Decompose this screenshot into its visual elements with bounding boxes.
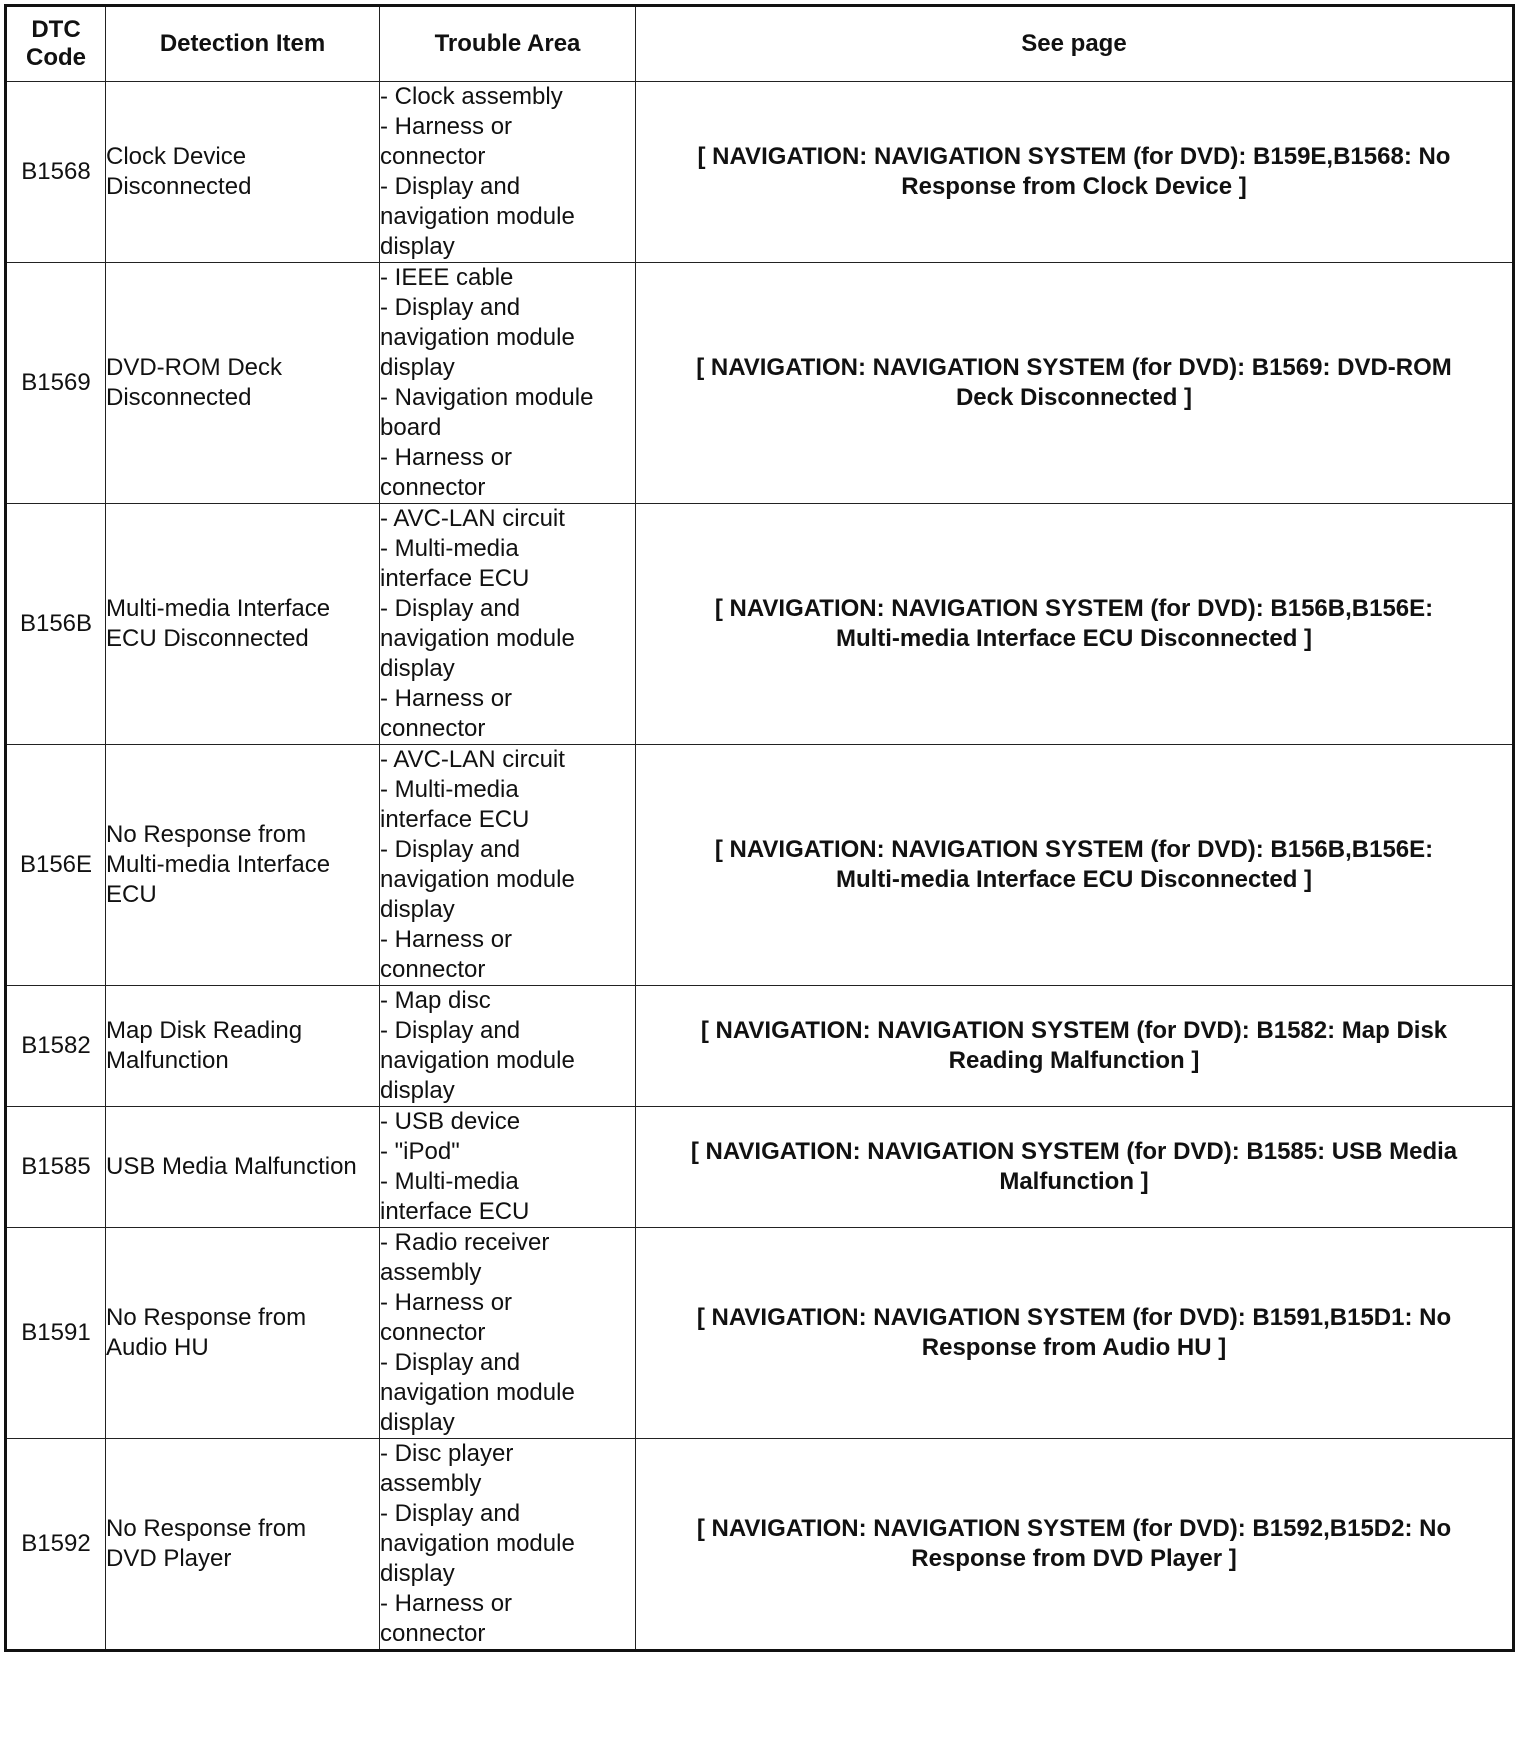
detection-item-cell: [106, 263, 380, 504]
dtc-code-cell: B1568: [6, 82, 106, 263]
detection-item-line: Disconnected: [106, 173, 252, 200]
trouble-area-line: - Harness or: [380, 1590, 513, 1617]
trouble-area-cell: [380, 1228, 636, 1439]
table-row: [6, 504, 1514, 745]
see-page-cell: [636, 986, 1514, 1107]
trouble-area-line: display: [380, 1409, 455, 1436]
trouble-area-line: - Display and: [380, 173, 521, 200]
see-page-cell: [636, 263, 1514, 504]
see-page-link-line[interactable]: Deck Disconnected ]: [955, 384, 1193, 411]
see-page-cell: [636, 745, 1514, 986]
detection-item-line: ECU Disconnected: [106, 625, 309, 652]
trouble-area-line: - Harness or: [380, 444, 513, 471]
dtc-code-cell: B1585: [6, 1107, 106, 1228]
detection-item-cell: [106, 82, 380, 263]
detection-item-line: Multi-media Interface: [106, 595, 331, 622]
see-page-link-line[interactable]: [ NAVIGATION: NAVIGATION SYSTEM (for DVD): B1582: Map Disk: [700, 1017, 1448, 1044]
table-row: [6, 986, 1514, 1107]
see-page-link-line[interactable]: Response from DVD Player ]: [911, 1545, 1237, 1572]
trouble-area-line: connector: [380, 1620, 486, 1647]
trouble-area-line: - Harness or: [380, 685, 513, 712]
detection-item-line: Malfunction: [106, 1047, 229, 1074]
trouble-area-line: navigation module: [380, 1379, 575, 1406]
trouble-area-line: - Clock assembly: [380, 83, 563, 110]
trouble-area-line: connector: [380, 715, 486, 742]
trouble-area-line: - Radio receiver: [380, 1229, 550, 1256]
trouble-area-line: navigation module: [380, 866, 575, 893]
table-row: [6, 1228, 1514, 1439]
trouble-area-line: connector: [380, 143, 486, 170]
dtc-code-cell: B1592: [6, 1439, 106, 1651]
header-see-page: See page: [636, 6, 1514, 82]
detection-item-line: Multi-media Interface: [106, 851, 331, 878]
trouble-area-line: connector: [380, 474, 486, 501]
header-trouble-area: Trouble Area: [380, 6, 636, 82]
trouble-area-line: - "iPod": [380, 1138, 460, 1165]
trouble-area-line: display: [380, 354, 455, 381]
trouble-area-line: navigation module: [380, 324, 575, 351]
detection-item-line: USB Media Malfunction: [106, 1153, 357, 1180]
trouble-area-line: assembly: [380, 1470, 482, 1497]
trouble-area-line: display: [380, 1560, 455, 1587]
trouble-area-line: - AVC-LAN circuit: [380, 505, 565, 532]
dtc-table: [4, 4, 1515, 1652]
see-page-link-line[interactable]: [ NAVIGATION: NAVIGATION SYSTEM (for DVD): B156B,B156E:: [714, 836, 1434, 863]
detection-item-cell: [106, 504, 380, 745]
detection-item-cell: [106, 1228, 380, 1439]
see-page-link-line[interactable]: [ NAVIGATION: NAVIGATION SYSTEM (for DVD): B1591,B15D1: No: [696, 1304, 1452, 1331]
dtc-table-container: [4, 4, 1512, 1652]
table-body: [6, 82, 1514, 1651]
see-page-cell: [636, 1107, 1514, 1228]
see-page-link-line[interactable]: Response from Audio HU ]: [921, 1334, 1227, 1361]
dtc-code-cell: B1582: [6, 986, 106, 1107]
see-page-link-line[interactable]: [ NAVIGATION: NAVIGATION SYSTEM (for DVD): B156B,B156E:: [714, 595, 1434, 622]
trouble-area-line: - Multi-media: [380, 776, 519, 803]
see-page-cell: [636, 504, 1514, 745]
trouble-area-line: interface ECU: [380, 565, 530, 592]
see-page-link-line[interactable]: Multi-media Interface ECU Disconnected ]: [835, 625, 1313, 652]
trouble-area-line: navigation module: [380, 203, 575, 230]
trouble-area-line: navigation module: [380, 625, 575, 652]
header-detection-item: Detection Item: [106, 6, 380, 82]
trouble-area-cell: [380, 1439, 636, 1651]
trouble-area-line: - Multi-media: [380, 535, 519, 562]
detection-item-line: ECU: [106, 881, 157, 908]
trouble-area-line: - Harness or: [380, 926, 513, 953]
trouble-area-line: - Disc player: [380, 1440, 514, 1467]
trouble-area-line: interface ECU: [380, 806, 530, 833]
trouble-area-line: - IEEE cable: [380, 264, 514, 291]
detection-item-line: DVD Player: [106, 1545, 232, 1572]
detection-item-line: Clock Device: [106, 143, 247, 170]
see-page-cell: [636, 1228, 1514, 1439]
trouble-area-cell: [380, 986, 636, 1107]
see-page-link-line[interactable]: [ NAVIGATION: NAVIGATION SYSTEM (for DVD): B159E,B1568: No: [697, 143, 1451, 170]
dtc-code-cell: B1569: [6, 263, 106, 504]
detection-item-cell: [106, 745, 380, 986]
trouble-area-line: connector: [380, 956, 486, 983]
trouble-area-cell: [380, 82, 636, 263]
table-row: [6, 1107, 1514, 1228]
detection-item-line: DVD-ROM Deck: [106, 354, 283, 381]
detection-item-line: Audio HU: [106, 1334, 209, 1361]
trouble-area-line: - Harness or: [380, 113, 513, 140]
dtc-code-cell: B156E: [6, 745, 106, 986]
detection-item-line: Disconnected: [106, 384, 252, 411]
trouble-area-line: navigation module: [380, 1530, 575, 1557]
see-page-link-line[interactable]: Malfunction ]: [999, 1168, 1149, 1195]
dtc-code-cell: B156B: [6, 504, 106, 745]
see-page-link-line[interactable]: Reading Malfunction ]: [948, 1047, 1200, 1074]
detection-item-cell: [106, 1107, 380, 1228]
trouble-area-line: - Harness or: [380, 1289, 513, 1316]
trouble-area-line: - Display and: [380, 1349, 521, 1376]
table-row: [6, 1439, 1514, 1651]
trouble-area-line: - Multi-media: [380, 1168, 519, 1195]
see-page-link-line[interactable]: Response from Clock Device ]: [901, 173, 1247, 200]
trouble-area-cell: [380, 1107, 636, 1228]
detection-item-line: No Response from: [106, 821, 307, 848]
dtc-code-cell: B1591: [6, 1228, 106, 1439]
trouble-area-line: assembly: [380, 1259, 482, 1286]
trouble-area-cell: [380, 745, 636, 986]
trouble-area-line: - Display and: [380, 1500, 521, 1527]
see-page-cell: [636, 1439, 1514, 1651]
trouble-area-line: interface ECU: [380, 1198, 530, 1225]
header-dtc-code: DTC Code: [6, 6, 106, 82]
table-row: [6, 745, 1514, 986]
trouble-area-line: - Navigation module: [380, 384, 594, 411]
trouble-area-line: display: [380, 655, 455, 682]
detection-item-cell: [106, 986, 380, 1107]
trouble-area-line: - USB device: [380, 1108, 521, 1135]
trouble-area-line: navigation module: [380, 1047, 575, 1074]
detection-item-line: Map Disk Reading: [106, 1017, 303, 1044]
see-page-cell: [636, 82, 1514, 263]
trouble-area-line: - AVC-LAN circuit: [380, 746, 565, 773]
trouble-area-line: - Display and: [380, 1017, 521, 1044]
trouble-area-line: display: [380, 233, 455, 260]
table-row: [6, 263, 1514, 504]
detection-item-cell: [106, 1439, 380, 1651]
trouble-area-line: - Display and: [380, 294, 521, 321]
trouble-area-line: - Display and: [380, 836, 521, 863]
see-page-link-line[interactable]: [ NAVIGATION: NAVIGATION SYSTEM (for DVD): B1569: DVD-ROM: [696, 354, 1452, 381]
see-page-link-line[interactable]: Multi-media Interface ECU Disconnected ]: [835, 866, 1313, 893]
table-row: [6, 82, 1514, 263]
trouble-area-line: display: [380, 1077, 455, 1104]
trouble-area-line: connector: [380, 1319, 486, 1346]
trouble-area-cell: [380, 504, 636, 745]
trouble-area-line: display: [380, 896, 455, 923]
header-row: [6, 6, 1514, 82]
see-page-link-line[interactable]: [ NAVIGATION: NAVIGATION SYSTEM (for DVD): B1585: USB Media: [690, 1138, 1458, 1165]
trouble-area-cell: [380, 263, 636, 504]
trouble-area-line: board: [380, 414, 442, 441]
detection-item-line: No Response from: [106, 1515, 307, 1542]
detection-item-line: No Response from: [106, 1304, 307, 1331]
trouble-area-line: - Display and: [380, 595, 521, 622]
see-page-link-line[interactable]: [ NAVIGATION: NAVIGATION SYSTEM (for DVD): B1592,B15D2: No: [696, 1515, 1452, 1542]
trouble-area-line: - Map disc: [380, 987, 491, 1014]
